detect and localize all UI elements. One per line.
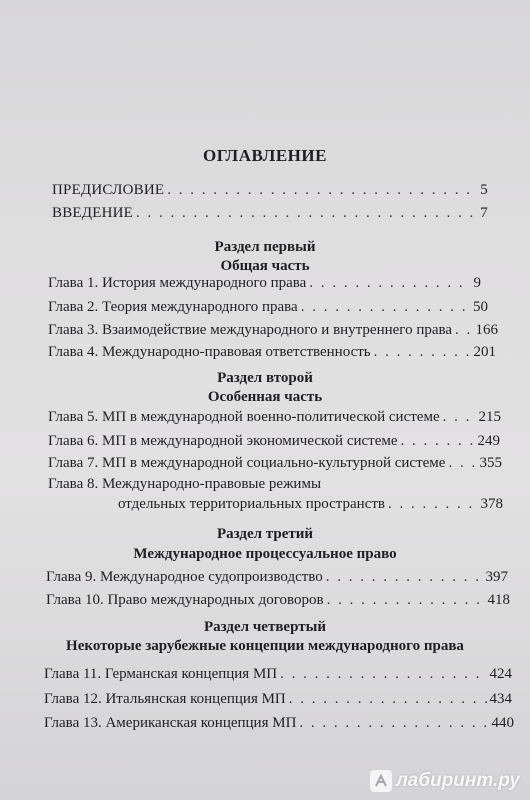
entry-page: 434 [489,691,512,707]
entry-label: Глава 5. МП в международной военно-политической системе [48,409,440,425]
leader-dots [374,342,471,362]
section-heading: Раздел третий [216,526,314,542]
toc-title: ОГЛАВЛЕНИЕ [203,146,327,165]
entry-label: Глава 6. МП в международной экономической системе [48,433,398,449]
toc-entry-chapter-7 [48,453,502,473]
leader-dots [299,713,488,733]
leader-dots [301,297,470,317]
section-subheading: Международное процессуальное право [133,546,397,562]
leader-dots [280,664,486,684]
leader-dots [167,180,477,200]
section-heading: Раздел четвертый [204,619,326,635]
entry-page: 9 [473,275,481,291]
leader-dots [289,689,487,709]
leader-dots [443,407,476,427]
toc-entry-chapter-1 [48,273,481,293]
leader-dots [327,590,485,610]
toc-entry-chapter-5 [48,407,501,427]
entry-label: Глава 4. Международно-правовая ответственность [48,344,371,360]
entry-page: 378 [480,496,503,512]
entry-label: Глава 9. Международное судопроизводство [46,569,323,585]
entry-label-line2: отдельных территориальных пространств [118,496,386,512]
toc-entry-introduction [52,203,488,223]
entry-page: 50 [473,299,488,315]
section-heading: Раздел первый [214,239,316,255]
entry-label: Глава 11. Германская концепция МП [44,666,278,682]
toc-entry-chapter-4 [48,342,496,362]
leader-dots [401,431,475,451]
entry-label: Глава 2. Теория международного права [48,299,298,315]
leader-dots [455,320,472,340]
section-heading: Раздел второй [217,370,313,386]
entry-page: 355 [479,455,502,471]
section-subheading: Некоторые зарубежные концепции международного права [66,638,464,654]
entry-label: Глава 1. История международного права [48,275,307,291]
leader-dots [136,203,477,223]
entry-label: Глава 3. Взаимодействие международного и внутреннего права [48,322,453,338]
entry-line2 [48,494,503,514]
leader-dots [326,567,483,587]
entry-label: Глава 7. МП в международной социально-культурной системе [48,455,446,471]
toc-entry-chapter-2 [48,297,488,317]
labirint-logo-icon [370,770,392,792]
toc-entry-chapter-12 [44,689,512,709]
toc-entry-chapter-10 [46,590,510,610]
entry-page: 424 [489,666,512,682]
watermark [370,770,520,792]
entry-page: 166 [475,322,498,338]
entry-page: 201 [473,344,496,360]
toc-entry-chapter-8 [48,474,503,514]
toc-entry-chapter-13 [44,713,514,733]
entry-page: 5 [480,182,488,198]
toc-entry-chapter-11 [44,664,512,684]
section-subheading: Общая часть [220,258,310,274]
entry-label: Глава 10. Право международных договоров [46,592,324,608]
entry-page: 215 [478,409,501,425]
entry-label: Глава 12. Итальянская концепция МП [44,691,286,707]
leader-dots [309,273,470,293]
toc-entry-chapter-9 [46,567,508,587]
entry-page: 7 [480,205,488,221]
leader-dots [388,494,477,514]
entry-label-line1: Глава 8. Международно-правовые режимы [48,476,322,492]
entry-page: 418 [487,592,510,608]
entry-label: ВВЕДЕНИЕ [52,205,133,221]
toc-entry-preface [52,180,488,200]
entry-page: 249 [477,433,500,449]
entry-label: Глава 13. Американская концепция МП [44,715,297,731]
entry-page: 397 [485,569,508,585]
toc-entry-chapter-3 [48,320,498,340]
entry-page: 440 [491,715,514,731]
section-subheading: Особенная часть [207,389,323,405]
watermark-text: лабиринт.ру [395,770,520,791]
toc-entry-chapter-6 [48,431,500,451]
entry-label: ПРЕДИСЛОВИЕ [52,182,165,198]
leader-dots [448,453,476,473]
